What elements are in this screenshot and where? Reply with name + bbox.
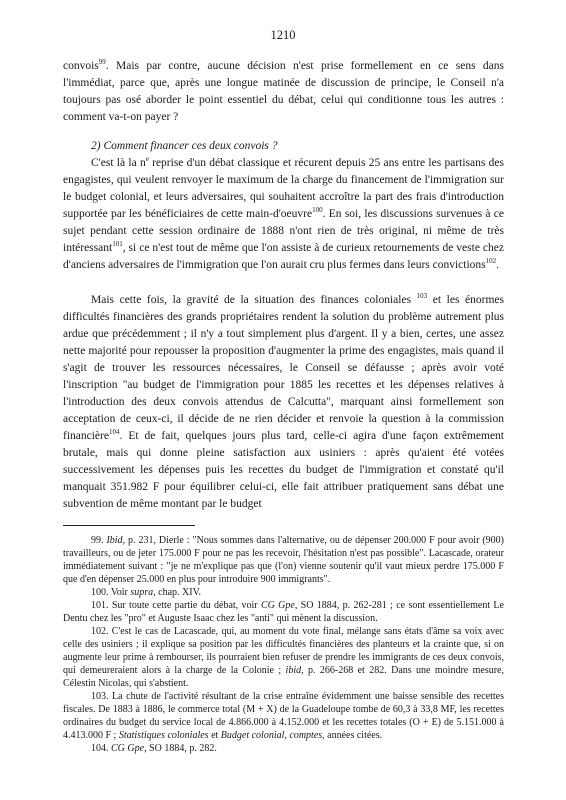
footnote-ref-104: 104 — [108, 428, 120, 437]
paragraph-finances: Mais cette fois, la gravité de la situation des finances coloniales $^{103}$ et les énormes difficultés financières des grands propriétaires rendent la solution du problème autrement plus ardue que précédemment ; il n'y a tout simplement plus d'argent. Il y a bien, certes, une assez nette majorité pour repousser la proposition d'augmenter la prime des engagistes, mais quand il s'agit de trouver les ressources nécessaires, le Conseil se défausse ; après avoir voté l'inscription "au budget de l'immigration pour 1885 les recettes et les dépenses relatives à l'introduction des deux convois attendus de Calcutta", marquant ainsi formellement son acceptation de ceux-ci, il décide de ne rien décider et renvoie la question à la commission financière$^{104}$. Et de fait, quelques jours plus tard, celle-ci agira d'une façon extrêmement brutale, mais qui donne pleine satisfaction aux usiniers : après qu'aient été votées successivement les dépenses puis les recettes du budget de l'immigration et constaté qu'il manquait 351.982 F pour équilibrer celui-ci, elle fait attribuer pratiquement sans débat une subvention de même montant par le budget — [63, 292, 504, 510]
footnote-separator — [63, 525, 195, 526]
footnote-101: 101. Sur toute cette partie du débat, voir CG Gpe, SO 1884, p. 262-281 ; ce sont essentiellement Le Dentu chez les "pro" et Auguste Isaac chez les "anti" qui mènent la discussion. — [63, 600, 504, 624]
footnote-ref-103: 103 — [416, 292, 428, 301]
page-number: 1210 — [270, 28, 296, 42]
footnote-ref-99: 99 — [98, 58, 106, 67]
footnote-104: 104. CG Gpe, SO 1884, p. 282. — [91, 743, 217, 754]
footnote-102: 102. C'est le cas de Lacascade, qui, au moment du vote final, mélange sans états d'âme sa voix avec celle des usiniers ; il explique sa position par les difficultés financières des planteurs et la crainte que, si on augmente leur prime à rembourser, ils pourraient bien refuser de prendre les immigrants de ces deux convois, qui demeureraient alors à la charge de la Colonie ; ibid, p. 266-268 et 282. Dans une moindre mesure, Célestin Nicolas, qui s'abstient. — [63, 626, 504, 689]
footnotes — [63, 534, 504, 755]
paragraph-debate: C'est là la $n^e$ reprise d'un débat classique et récurent depuis 25 ans entre les partisans des engagistes, qui veulent renvoyer le maximum de la charge du financement de l'immigration sur le budget colonial, et leurs adversaires, qui souhaitent accroître la part des frais d'introduction supportée par les bénéficiaires de cette main-d'oeuvre$^{100}$. En soi, les discussions survenues à ce sujet pendant cette session ordinaire de 1888 n'ont rien de très original, ni même de très intéressant$^{101}$, si ce n'est tout de même que l'on assiste à de curieux retournements de veste chez d'anciens adversaires de l'immigration que l'on aurait cru plus fermes dans leurs convictions$^{102}$. — [63, 155, 505, 271]
footnote-99: 99. Ibid, p. 231, Dierle : "Nous sommes dans l'alternative, ou de dépenser 200.000 F pour avoir (900) travailleurs, ou de jeter 175.000 F pour ne pas les recevoir, l'hésitation n'est pas possible". Lacascade, orateur immédiatement suivant : "je ne m'explique pas que (l'on) vienne soutenir qu'il vaut mieux perdre 175.000 F que d'en dépenser 25.000 en plus pour introduire 900 immigrants". — [63, 535, 505, 585]
footnote-100: 100. Voir supra, chap. XIV. — [91, 587, 202, 598]
footnote-ref-102: 102 — [485, 257, 497, 266]
paragraph-continuation: convois$^{99}$. Mais par contre, aucune décision n'est prise formellement en ce sens dans l'immédiat, parce que, après une longue matinée de discussion de principe, le Conseil n'a toujours pas osé aborder le point essentiel du débat, celui qui conditionne tous les autres : comment va-t-on payer ? — [63, 58, 504, 123]
footnote-103: 103. La chute de l'activité résultant de la crise entraîne évidemment une baisse sensible des recettes fiscales. De 1883 à 1886, le commerce total (M + X) de la Guadeloupe tombe de 60,3 à 33,8 MF, les recettes ordinaires du budget du service local de 4.866.000 à 4.152.000 et les recettes totales (O + E) de 5.151.000 à 4.413.000 F ; Statistiques coloniales et Budget colonial, comptes, années citées. — [63, 691, 504, 741]
page-body — [63, 58, 504, 755]
footnote-ref-101: 101 — [112, 240, 123, 249]
footnote-ref-100: 100 — [312, 206, 323, 215]
section-heading: 2) Comment financer ces deux convois ? — [91, 140, 278, 152]
